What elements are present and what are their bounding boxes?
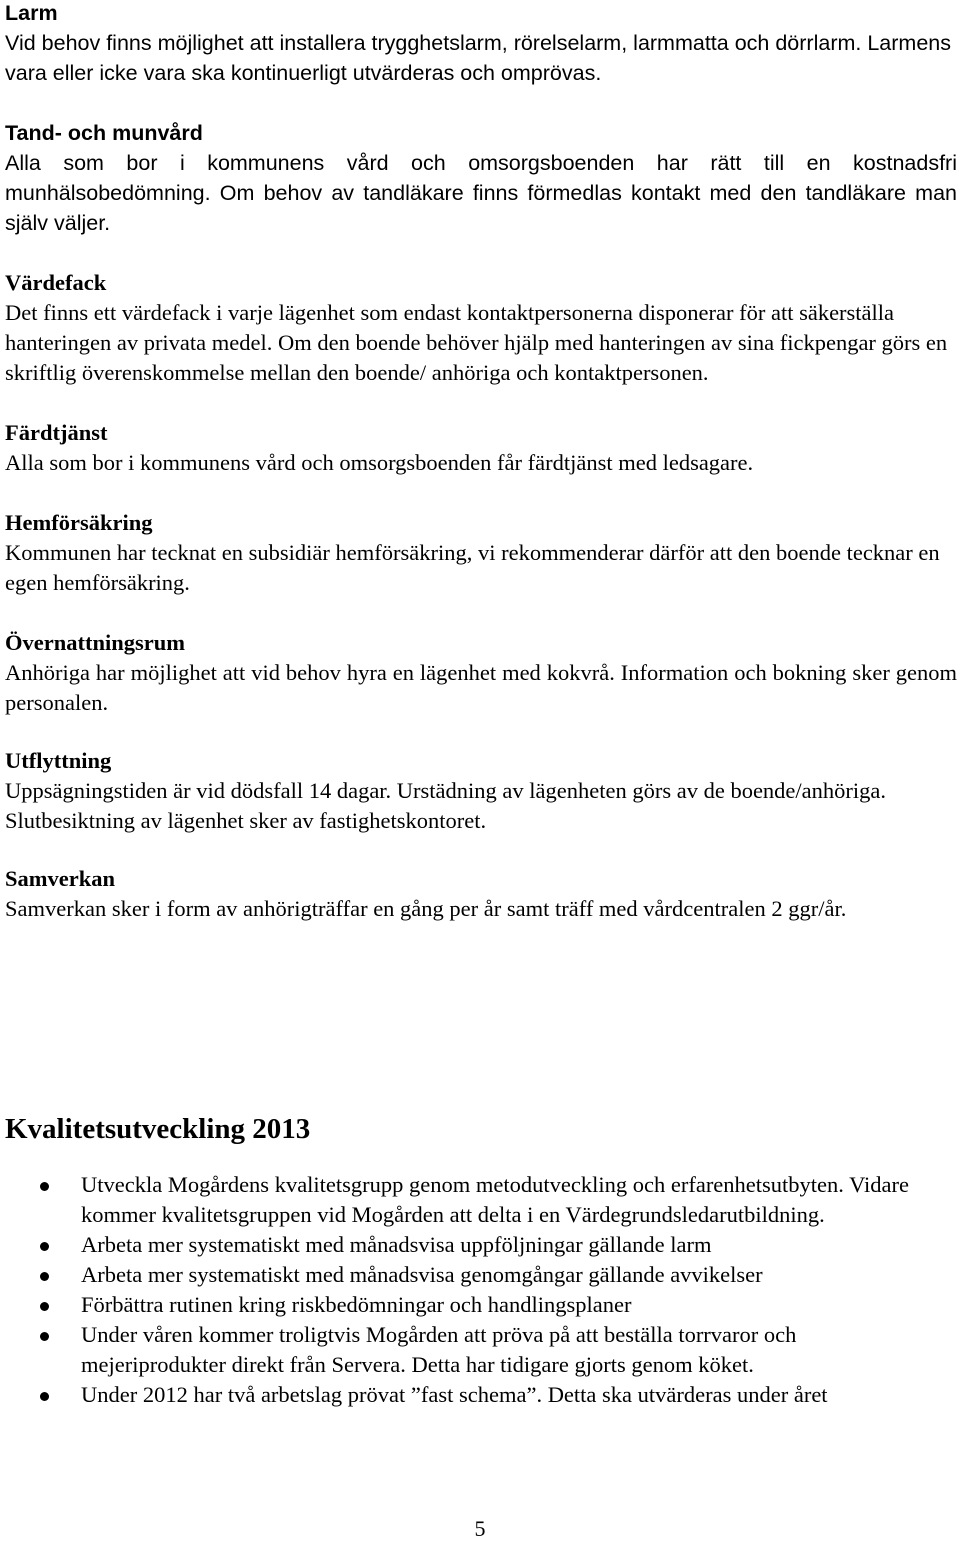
list-item	[0, 1230, 940, 1260]
document-page	[5, 0, 957, 924]
section-heading: Utflyttning	[5, 748, 112, 773]
list-item	[0, 1290, 940, 1320]
bullet-icon	[40, 1302, 49, 1311]
list-item-text: Arbeta mer systematiskt med månadsvisa genomgångar gällande avvikelser	[81, 1262, 763, 1287]
section-fardtjanst	[5, 418, 957, 478]
list-item-text: Utveckla Mogårdens kvalitetsgrupp genom metodutveckling och erfarenhetsutbyten. Vidare kommer kvalitetsgruppen vid Mogården att delta i en Värdegrundsledarutbildning.	[81, 1172, 909, 1227]
section-heading: Värdefack	[5, 270, 107, 295]
section-heading: Övernattningsrum	[5, 630, 185, 655]
section-heading: Larm	[5, 1, 58, 25]
section-text: Alla som bor i kommunens vård och omsorgsboenden får färdtjänst med ledsagare.	[5, 450, 754, 475]
list-item	[0, 1380, 940, 1410]
section-heading: Samverkan	[5, 866, 116, 891]
bullet-icon	[40, 1332, 49, 1341]
list-item	[0, 1170, 940, 1230]
section-text: Alla som bor i kommunens vård och omsorgsboenden har rätt till en kostnadsfri munhälsobedömning. Om behov av tandläkare finns förmedlas kontakt med den tandläkare man själv väljer.	[5, 151, 957, 235]
section-text: Det finns ett värdefack i varje lägenhet som endast kontaktpersonerna disponerar för att säkerställa hanteringen av privata medel. Om den boende behöver hjälp med hanteringen av sina fickpengar görs en skriftlig överenskommelse mellan den boende/ anhöriga och kontaktpersonen.	[5, 300, 948, 385]
list-item-text: Under våren kommer troligtvis Mogården att pröva på att beställa torrvaror och mejeriprodukter direkt från Servera. Detta har tidigare gjorts genom köket.	[81, 1322, 797, 1377]
bullet-icon	[40, 1182, 49, 1191]
page-number: 5	[474, 1516, 486, 1541]
bullet-icon	[40, 1392, 49, 1401]
list-item-text: Under 2012 har två arbetslag prövat ”fast schema”. Detta ska utvärderas under året	[81, 1382, 828, 1407]
list-item-text: Arbeta mer systematiskt med månadsvisa uppföljningar gällande larm	[81, 1232, 712, 1257]
section-hemforsakring	[5, 508, 957, 598]
quality-title: Kvalitetsutveckling 2013	[5, 1113, 311, 1145]
section-heading: Färdtjänst	[5, 420, 108, 445]
section-heading: Tand- och munvård	[5, 121, 203, 145]
section-samverkan	[5, 864, 957, 924]
section-tand-och-munvard	[5, 118, 957, 238]
section-vardefack	[5, 268, 957, 388]
bullet-icon	[40, 1242, 49, 1251]
section-text: Anhöriga har möjlighet att vid behov hyra en lägenhet med kokvrå. Information och bokning sker genom personalen.	[5, 660, 957, 715]
section-text: Vid behov finns möjlighet att installera trygghetslarm, rörelselarm, larmmatta och dörrlarm. Larmens vara eller icke vara ska kontinuerligt utvärderas och omprövas.	[5, 31, 951, 85]
quality-bullet-list	[0, 1170, 940, 1410]
section-heading: Hemförsäkring	[5, 510, 153, 535]
section-text: Uppsägningstiden är vid dödsfall 14 dagar. Urstädning av lägenheten görs av de boende/anhöriga. Slutbesiktning av lägenhet sker av fastighetskontoret.	[5, 778, 887, 833]
section-text: Samverkan sker i form av anhörigträffar en gång per år samt träff med vårdcentralen 2 ggr/år.	[5, 896, 847, 921]
section-larm	[5, 0, 957, 88]
list-item	[0, 1320, 940, 1380]
section-text: Kommunen har tecknat en subsidiär hemförsäkring, vi rekommenderar därför att den boende tecknar en egen hemförsäkring.	[5, 540, 940, 595]
bullet-icon	[40, 1272, 49, 1281]
list-item	[0, 1260, 940, 1290]
section-overnattningsrum	[5, 628, 957, 718]
section-utflyttning	[5, 746, 957, 836]
list-item-text: Förbättra rutinen kring riskbedömningar och handlingsplaner	[81, 1292, 632, 1317]
